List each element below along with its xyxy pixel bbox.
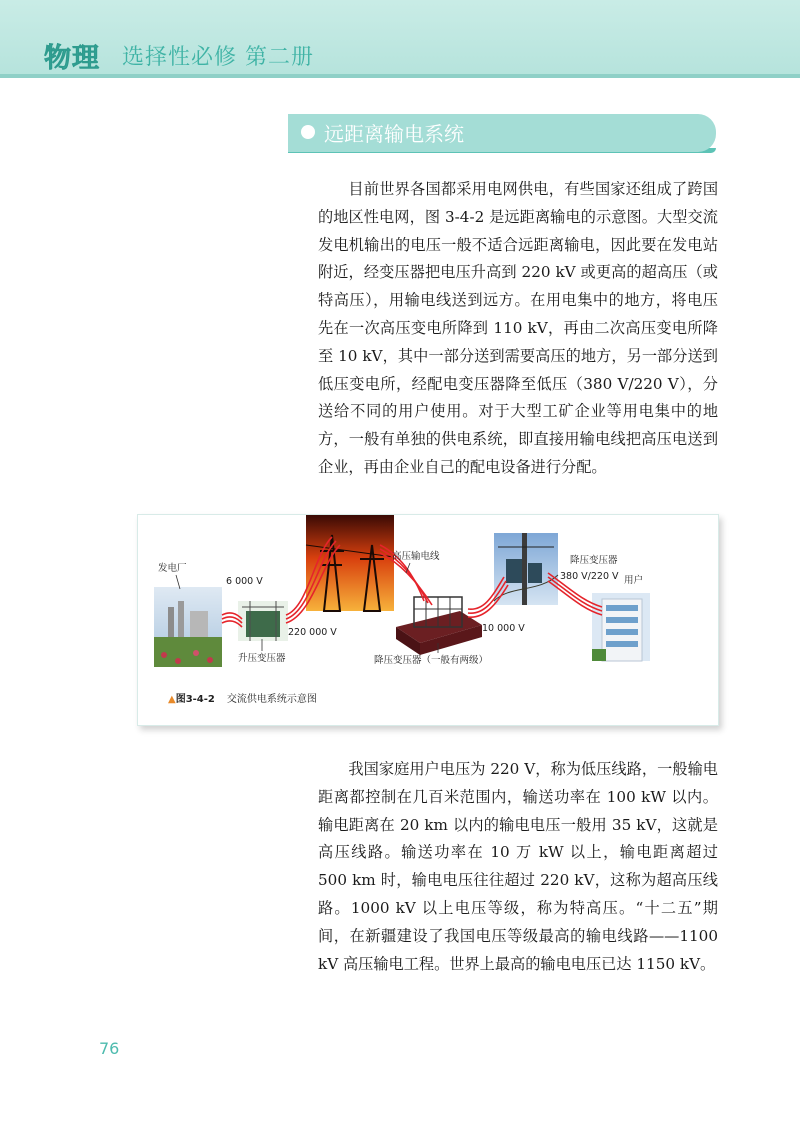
label-step-up-transformer: 升压变压器 [238, 653, 286, 664]
caption-text: 交流供电系统示意图 [226, 694, 317, 705]
step-down-substation-photo [396, 597, 482, 655]
subject-title: 物理 [44, 43, 100, 74]
caption-triangle-icon: ▲ [168, 694, 176, 705]
label-user: 用户 [624, 575, 644, 586]
page-header [0, 0, 800, 78]
book-title: 选择性必修 第二册 [122, 45, 314, 70]
hv-tower-photo [306, 515, 394, 611]
body-paragraph-1: 目前世界各国都采用电网供电，有些国家还组成了跨国的地区性电网，图 3-4-2 是远距离输电的示意图。大型交流发电机输出的电压一般不适合远距离输电，因此要在发电站附近，经变压器把电压升高到 220 kV 或更高的超高压（或特高压），用输电线送到远方。在用电集中的地方，将电压先在一次高压变电所降到 110 kV，再由二次高压变电所降至 10 kV，其中一部分送到需要高压的地方，另一部分送到低压变电所，经配电变压器降至低压（380 V/220 V），分送给不同的用户使用。对于大型工矿企业等用电集中的地方，一般有单独的供电系统，即直接用输电线把高压电送到企业，再由企业自己的配电设备进行分配。 [318, 180, 718, 476]
local-transformer-photo [494, 533, 558, 605]
power-plant-photo [154, 587, 222, 667]
label-380-220v: 380 V/220 V [560, 571, 619, 582]
user-building-photo [592, 593, 650, 661]
label-hv-line: 高压输电线 [392, 551, 440, 562]
body-paragraph-2: 我国家庭用户电压为 220 V，称为低压线路，一般输电距离都控制在几百米范围内，输送功率在 100 kW 以内。输电距离在 20 km 以内的输电电压一般用 35 kV，这就是高压线路。输送功率在 10 万 kW 以上，输电距离超过 500 km 时，输电电压往往超过 220 kV，这称为超高压线路。1000 kV 以上电压等级，称为特高压。“十二五”期间，在新疆建设了我国电压等级最高的输电线路——1100 kV 高压输电工程。世界上最高的输电电压已达 1150 kV。 [318, 760, 718, 973]
figure-caption [168, 690, 317, 705]
label-6000v: 6 000 V [226, 576, 263, 587]
bullet-dot-icon [301, 125, 315, 139]
label-power-plant: 发电厂 [158, 563, 187, 574]
label-step-down-main: 降压变压器（一般有两级） [374, 655, 489, 666]
label-step-down-local: 降压变压器 [570, 555, 618, 566]
label-220000v: 220 000 V [288, 627, 337, 638]
caption-number: 图3-4-2 [175, 694, 215, 705]
label-10000v: 10 000 V [482, 623, 525, 634]
section-title: 远距离输电系统 [324, 122, 464, 146]
step-up-transformer-photo [238, 601, 288, 641]
page-number: 76 [99, 1039, 120, 1058]
header-divider [0, 74, 800, 78]
